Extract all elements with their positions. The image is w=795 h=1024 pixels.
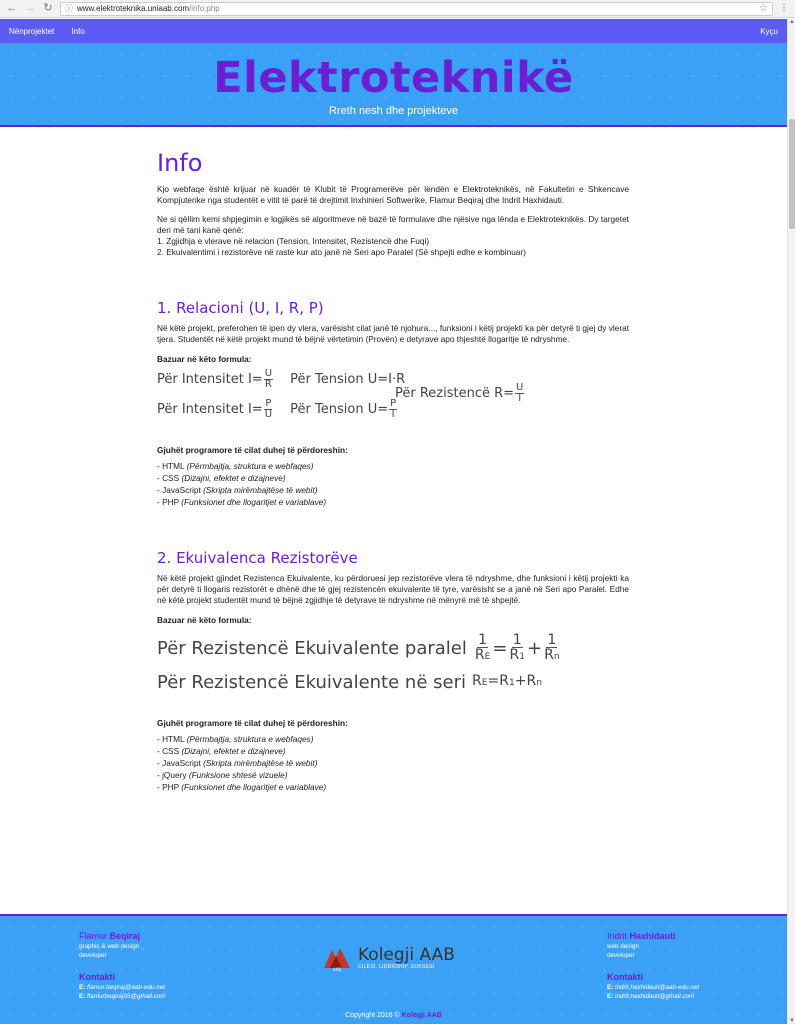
formula-text: Për Rezistencë R= — [395, 386, 515, 401]
site-header — [0, 43, 787, 127]
list-item: - PHP (Funksionet dhe llogaritjet e variablave) — [157, 497, 327, 507]
list-item: - HTML (Përmbajtja, struktura e webfaqes) — [157, 461, 314, 471]
targets-paragraph — [157, 214, 629, 258]
email-link[interactable]: E: indrit.haxhidauti@aab-edu.net — [607, 984, 700, 991]
nav-item-info[interactable]: Info — [71, 26, 85, 36]
section2-formulas — [157, 630, 629, 698]
scroll-down-icon[interactable]: ▼ — [789, 1018, 795, 1024]
page-title: Info — [157, 149, 203, 177]
section1-langs-list — [157, 460, 629, 508]
list-item: - jQuery (Funksione shtesë vizuele) — [157, 770, 288, 780]
author-role: web design — [607, 943, 639, 950]
footer-author-right — [607, 930, 699, 1001]
targets-intro: Ne si qëllim kemi shpjegimin e logjikës së algoritmeve në bazë të formulave dhe njësive nga lënda e Elektroteknikës. Dy targetet deri më tani kanë qenë: — [157, 214, 629, 235]
list-item: - JavaScript (Skripta mirëmbajtëse të webit) — [157, 758, 318, 768]
target-2: 2. Ekuivalentimi i rezistorëve në raste kur ato janë në Seri apo Paralel (Së shpejti edhe e kombinuar) — [157, 247, 526, 257]
section2-langs-list — [157, 733, 629, 793]
logo-name: Kolegji AAB — [358, 945, 455, 965]
college-logo[interactable] — [322, 944, 455, 972]
url-host: www.elektroteknika.uniaab.com — [77, 4, 190, 13]
section2-formulas-label: Bazuar në këto formula: — [157, 615, 252, 625]
author-name: Indrit Haxhidauti — [607, 931, 676, 941]
browser-toolbar — [0, 0, 795, 18]
scroll-up-icon[interactable]: ▲ — [789, 19, 795, 25]
list-item: - CSS (Dizajni, efektet e dizajneve) — [157, 473, 286, 483]
main-content — [157, 148, 629, 793]
formula-intensitet-ur: Për Intensitet I= $\frac{U}{R}$ Për Tension U=I·R — [157, 368, 406, 390]
scrollbar-thumb[interactable] — [789, 119, 795, 229]
author-role: developer — [79, 952, 107, 959]
email-link[interactable]: E: flamur.beqiraj@aab-edu.net — [79, 984, 165, 991]
list-item: - HTML (Përmbajtja, struktura e webfaqes) — [157, 734, 314, 744]
address-bar[interactable] — [60, 2, 773, 16]
reload-icon[interactable]: ↻ — [43, 2, 53, 14]
section1-heading: 1. Relacioni (U, I, R, P) — [157, 299, 324, 317]
section1-formulas-label: Bazuar në këto formula: — [157, 354, 252, 364]
contact-heading: Kontakti — [607, 972, 643, 982]
site-navbar — [0, 19, 787, 43]
footer-author-left — [79, 930, 166, 1001]
contact-heading: Kontakti — [79, 972, 115, 982]
logo-tagline: CILËSI. LIDERSHIP. SUKSESI — [358, 964, 435, 970]
section2-text: Në këtë projekt gjindet Rezistenca Ekuivalente, ku përdoruesi jep rezistorëve vlera të ndryshme, dhe funksioni i këtij projekti ka për detyrë ti llogaris rezistorët e dhënë dhe të gjej rezistencën ekuivalente të tyre, varësisht se a janë në Seri apo Paralel. Edhe në këtë projekt studentët mund të bëjnë zgjidhje të detyrave të ndryshme në mënyrë më të shpejtë. — [157, 573, 629, 605]
copyright: Copyright 2016 © Kolegji AAB — [345, 1012, 442, 1019]
author-name: Flamur Beqiraj — [79, 931, 141, 941]
logo-mark-text: AAB — [332, 967, 342, 972]
formula-text: Për Tension U= — [290, 402, 389, 417]
site-footer — [0, 914, 787, 1024]
section1-formulas — [157, 369, 629, 419]
bookmark-star-icon[interactable]: ☆ — [759, 3, 768, 14]
formula-text: Për Intensitet I= — [157, 402, 263, 417]
formula-paralel: Për Rezistencë Ekuivalente paralel $\frac{1}{RE}$ = $\frac{1}{R1}$ + $\frac{1}{Rn}$ — [157, 632, 560, 664]
formula-text: Për Tension U=I·R — [290, 372, 406, 387]
url-path: /info.php — [189, 4, 220, 13]
site-title: Elektroteknikë — [213, 53, 574, 103]
nav-item-nenprojektet[interactable]: Nënprojektet — [9, 26, 55, 36]
section1-langs-label: Gjuhët programore të cilat duhej të përdoreshin: — [157, 445, 348, 455]
section2-heading: 2. Ekuivalenca Rezistorëve — [157, 549, 358, 567]
author-role: developer — [607, 952, 635, 959]
intro-paragraph: Kjo webfaqe është krijuar në kuadër të Klubit të Programerëve për lëndën e Elektroteknikës, në Fakultetin e Shkencave Kompjuterike nga studentët e vitit të parë të drejtimit Inxhinieri Softwerike, Flamur Beqiraj dhe Indrit Haxhidauti. — [157, 184, 629, 205]
site-subtitle: Rreth nesh dhe projekteve — [328, 105, 459, 117]
target-1: 1. Zgjidhja e vlerave në relacion (Tension, Intensitet, Rezistencë dhe Fuqi) — [157, 236, 430, 246]
email-link[interactable]: E: flamurbeqiraj95@gmail.com — [79, 993, 166, 1000]
list-item: - JavaScript (Skripta mirëmbajtëse të webit) — [157, 485, 318, 495]
formula-rezistence: Për Rezistencë R= $\frac{U}{I}$ — [395, 382, 524, 404]
list-item: - CSS (Dizajni, efektet e dizajneve) — [157, 746, 286, 756]
section1-text: Në këtë projekt, preferohen të ipen dy vlera, varësisht cilat janë të njohura..., funksioni i këtij projekti ka për detyrë ti gjej dy vlerat tjera. Studentët në këtë projekt mund të bëjnë vërtetimin (Provën) e detyrave apo thjeshtë llogaritje të ndryshme. — [157, 323, 629, 344]
formula-intensitet-pu: Për Intensitet I= $\frac{P}{U}$ Për Tension U= $\frac{P}{I}$ — [157, 398, 397, 420]
formula-seri: Për Rezistencë Ekuivalente në seri RE=R1+Rn — [157, 671, 542, 693]
list-item: - PHP (Funksionet dhe llogaritjet e variablave) — [157, 782, 327, 792]
author-role: graphic & web design — [79, 943, 140, 950]
copyright-brand-link[interactable]: Kolegji AAB — [401, 1012, 442, 1019]
formula-text: Për Rezistencë Ekuivalente në seri — [157, 671, 466, 693]
email-link[interactable]: E: indrit.haxhidauti@gmail.com — [607, 993, 695, 1000]
login-link[interactable]: Kyçu — [760, 26, 778, 36]
aab-logo-icon — [322, 944, 352, 972]
browser-menu-icon[interactable]: ⋮ — [779, 3, 789, 14]
forward-icon[interactable]: → — [24, 2, 36, 14]
section2-langs-label: Gjuhët programore të cilat duhej të përdoreshin: — [157, 718, 348, 728]
page-scrollbar[interactable] — [787, 19, 795, 1024]
formula-text: Për Rezistencë Ekuivalente paralel — [157, 637, 467, 659]
info-icon[interactable]: ⓘ — [65, 4, 73, 13]
back-icon[interactable]: ← — [6, 2, 18, 14]
formula-text: Për Intensitet I= — [157, 372, 263, 387]
